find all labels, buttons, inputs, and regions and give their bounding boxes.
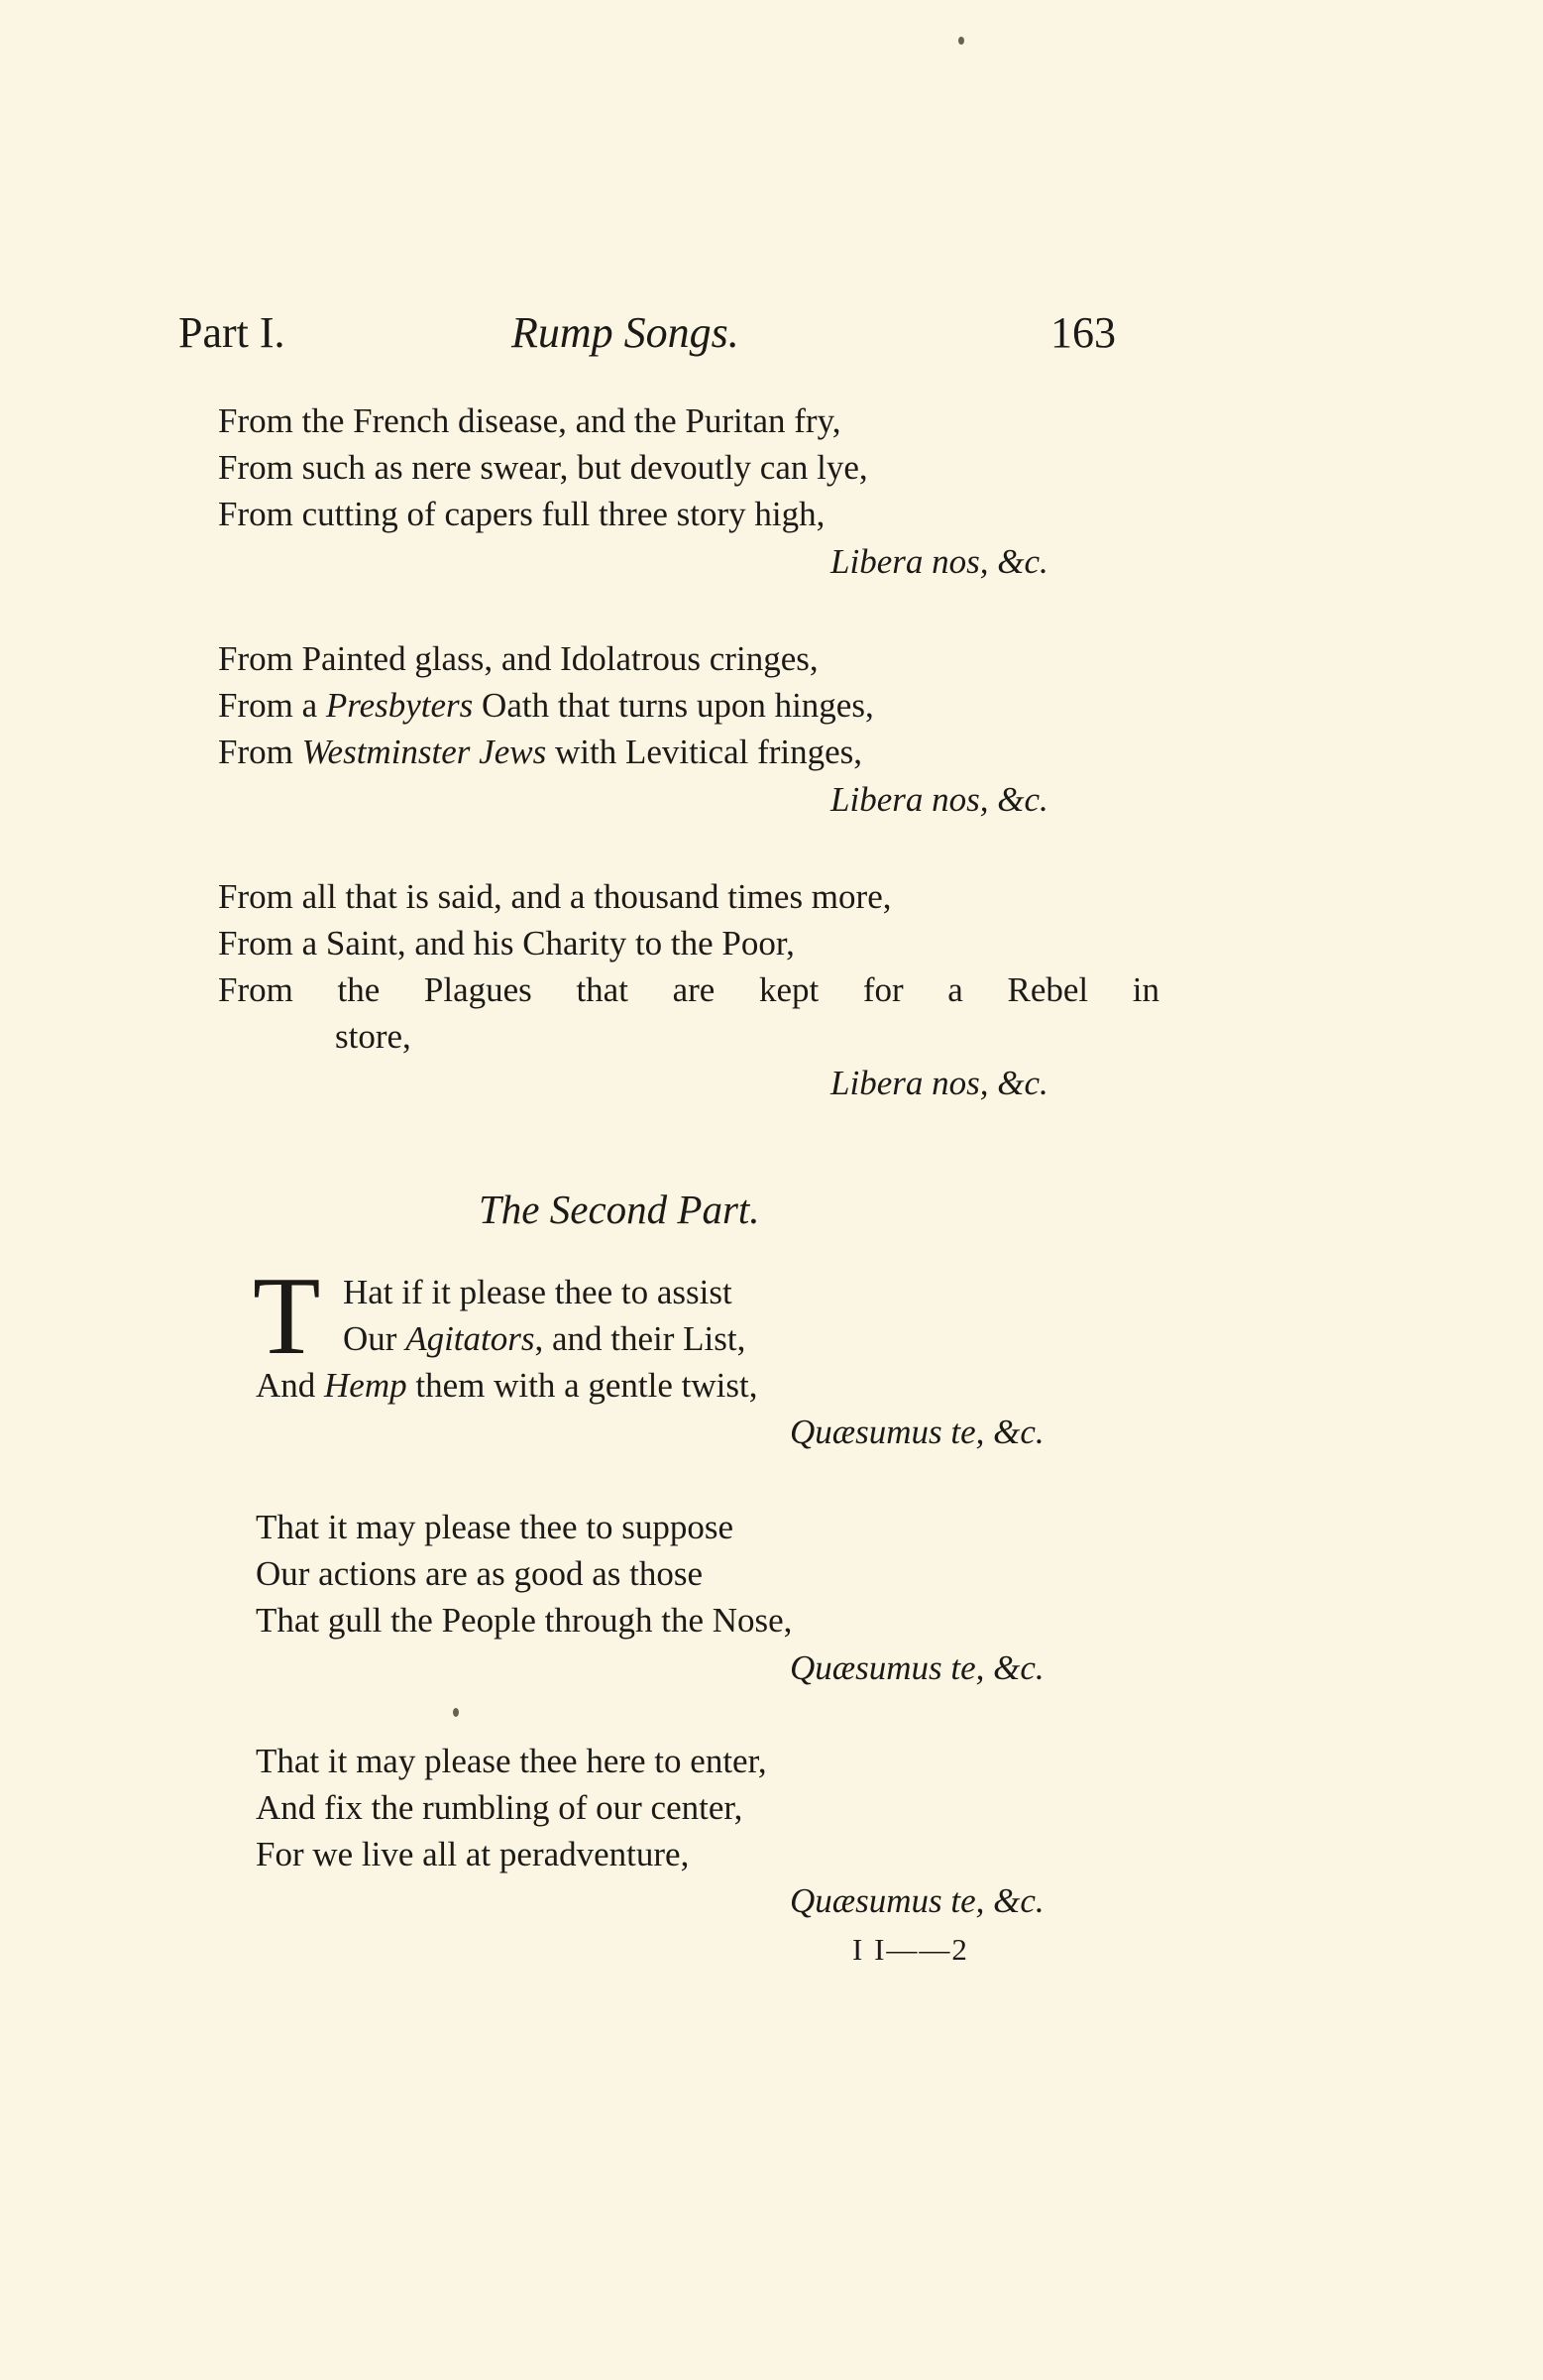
header-part: Part I. [178, 308, 285, 357]
verse-line [343, 1316, 745, 1362]
word: Plagues [423, 970, 532, 1009]
verse-line: From a Saint, and his Charity to the Poor, [218, 924, 795, 963]
word: Rebel [1007, 970, 1089, 1009]
word: the [337, 970, 381, 1009]
verse-text: , and their List, [534, 1319, 746, 1358]
header-title: Rump Songs. [511, 308, 739, 357]
verse-italic: Presbyters [325, 686, 474, 725]
page-number: 163 [1050, 308, 1116, 357]
verse-text: them with a gentle twist, [406, 1366, 758, 1405]
section-title: The Second Part. [479, 1187, 760, 1232]
verse-line: For we live all at peradventure, [256, 1835, 690, 1873]
verse-text: From [218, 733, 302, 771]
verse-italic: Agitators [405, 1319, 535, 1358]
verse-line [218, 683, 874, 729]
verse-line: From such as nere swear, but devoutly can lye, [218, 448, 868, 487]
refrain: Libera nos, &c. [830, 542, 1048, 581]
verse-italic: Westminster Jews [301, 733, 547, 771]
verse-text: with Levitical fringes, [546, 733, 863, 771]
verse-line-justified [218, 967, 1159, 1013]
refrain: Quæsumus te, &c. [790, 1648, 1045, 1687]
verse-text: And [256, 1366, 325, 1405]
ink-speck [958, 37, 964, 45]
verse-text: From a [218, 686, 326, 725]
verse-line: That gull the People through the Nose, [256, 1601, 793, 1640]
verse-text: Oath that turns upon hinges, [473, 686, 874, 725]
verse-line [256, 1363, 757, 1409]
refrain: Quæsumus te, &c. [790, 1413, 1045, 1451]
verse-line: From Painted glass, and Idolatrous cringes, [218, 639, 819, 678]
verse-line [218, 730, 862, 775]
verse-line-continuation: store, [335, 1017, 411, 1056]
verse-line: From the French disease, and the Puritan fry, [218, 401, 841, 440]
word: are [672, 970, 716, 1009]
word: From [218, 970, 293, 1009]
word: kept [758, 970, 820, 1009]
verse-line: And fix the rumbling of our center, [256, 1788, 743, 1827]
refrain: Libera nos, &c. [830, 1064, 1048, 1102]
verse-line: Hat if it please thee to assist [343, 1273, 732, 1311]
verse-line: Our actions are as good as those [256, 1554, 703, 1593]
verse-line: That it may please thee here to enter, [256, 1742, 767, 1780]
verse-line: That it may please thee to suppose [256, 1508, 734, 1546]
refrain: Libera nos, &c. [830, 780, 1048, 819]
verse-line: From all that is said, and a thousand times more, [218, 877, 892, 916]
verse-italic: Hemp [324, 1366, 407, 1405]
ink-speck [453, 1708, 459, 1717]
word: a [947, 970, 963, 1009]
signature-mark: I I——2 [852, 1932, 969, 1967]
refrain: Quæsumus te, &c. [790, 1881, 1045, 1920]
verse-line: From cutting of capers full three story high, [218, 495, 826, 533]
word: for [862, 970, 904, 1009]
drop-cap: T [253, 1255, 321, 1378]
word: in [1132, 970, 1159, 1009]
verse-text: Our [343, 1319, 406, 1358]
word: that [576, 970, 628, 1009]
